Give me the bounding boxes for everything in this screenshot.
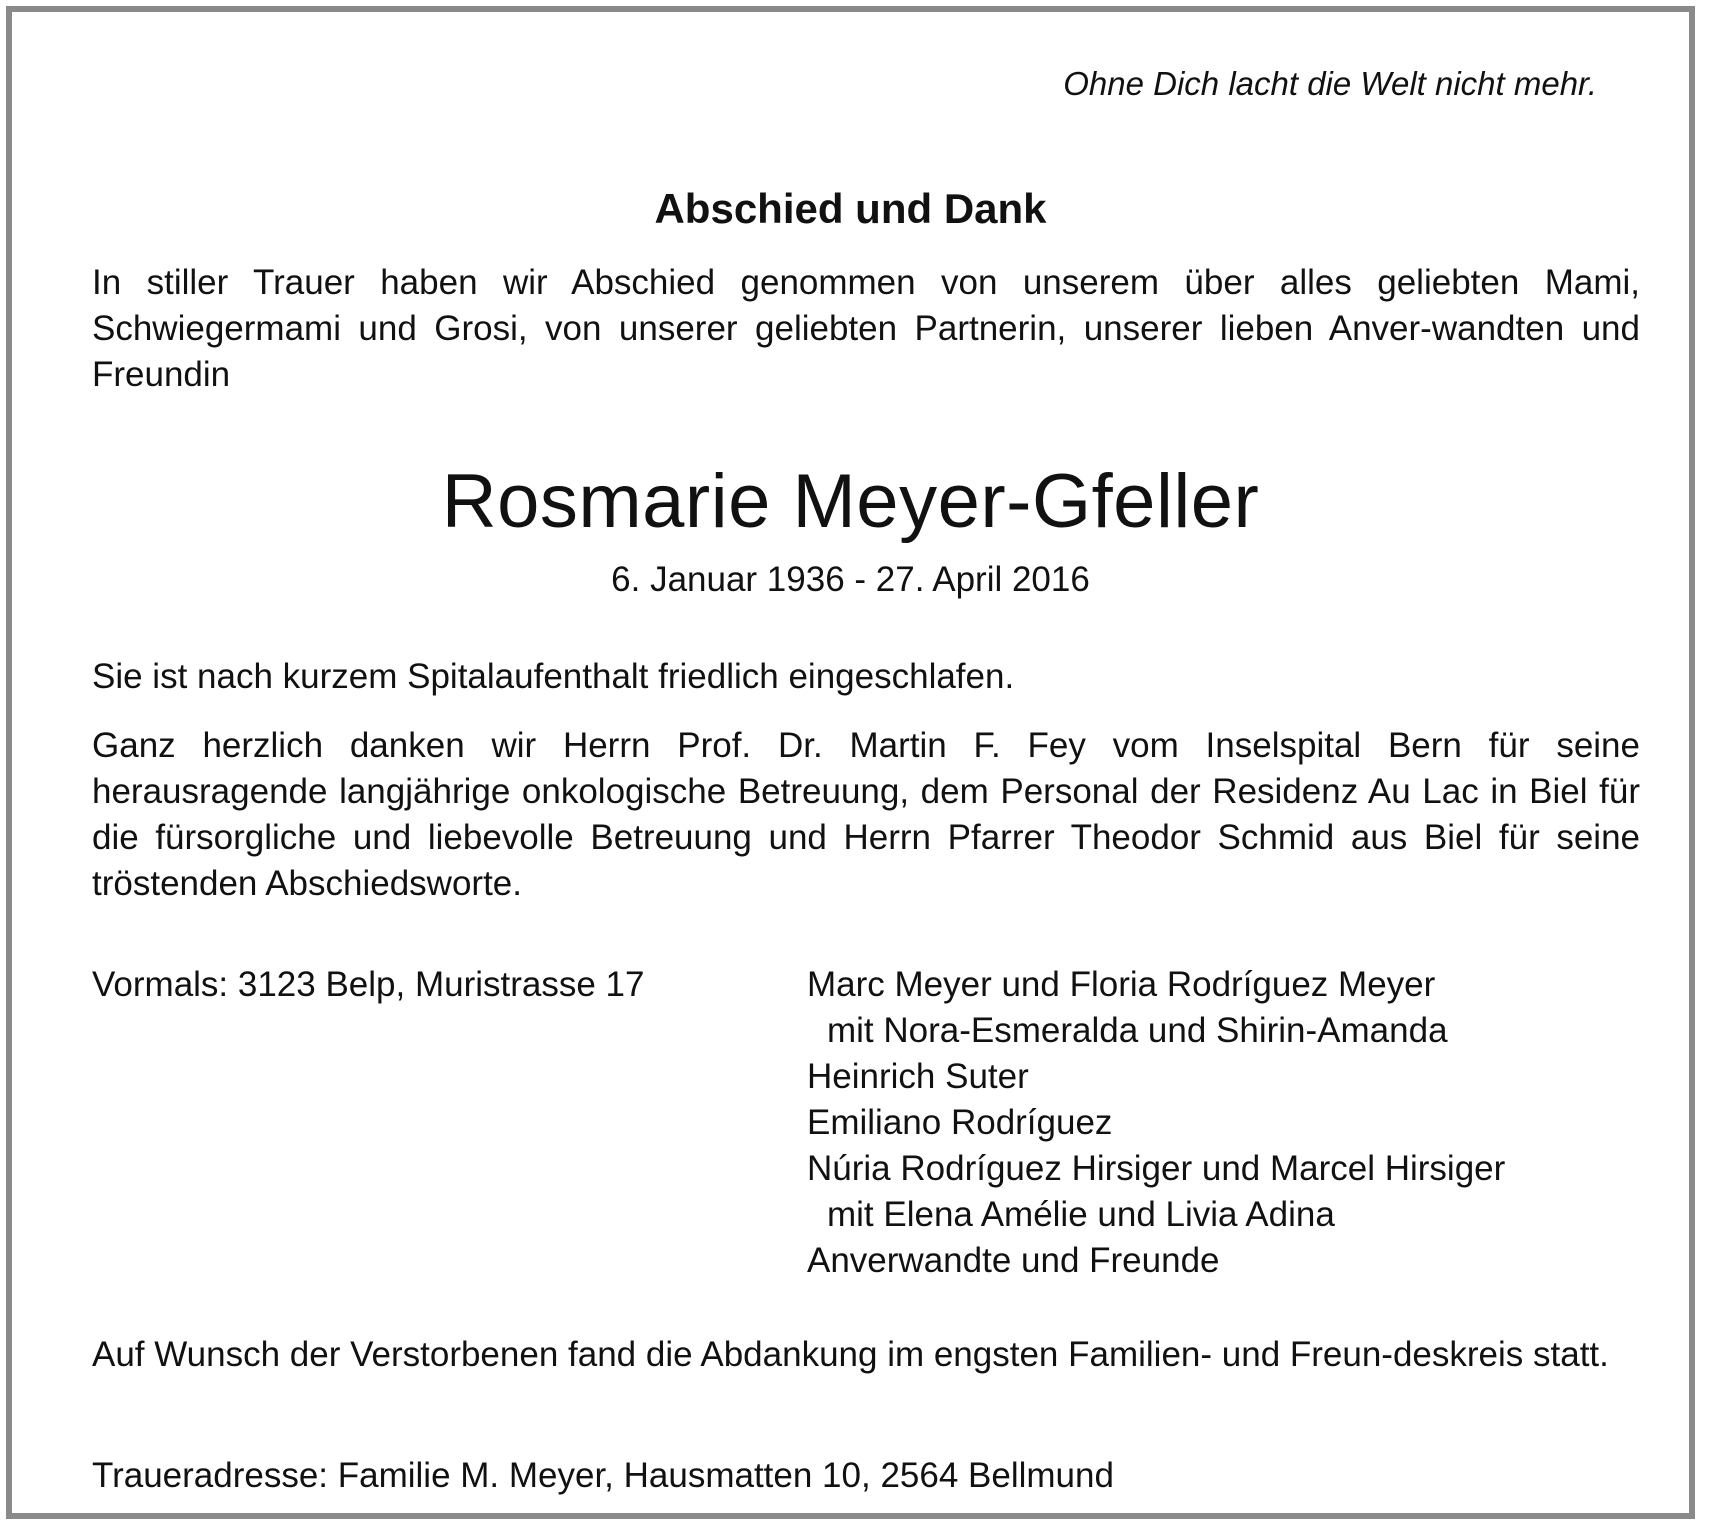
former-address: Vormals: 3123 Belp, Muristrasse 17	[92, 965, 645, 1004]
mourner-line: Heinrich Suter	[807, 1057, 1029, 1096]
funeral-paragraph: Auf Wunsch der Verstorbenen fand die Abdankung im engsten Familien- und Freun-deskreis statt.	[92, 1335, 1609, 1374]
notice-heading: Abschied und Dank	[654, 185, 1047, 232]
thanks-paragraph: Ganz herzlich danken wir Herrn Prof. Dr. Martin F. Fey vom Inselspital Bern für seine herausragende langjährige onkologische Betreuung, dem Personal der Residenz Au Lac in Biel für die fürsorgliche und liebevolle Betreuung und Herrn Pfarrer Theodor Schmid aus Biel für seine tröstenden Abschiedsworte.	[92, 726, 1640, 903]
mourner-line: mit Nora-Esmeralda und Shirin-Amanda	[827, 1011, 1448, 1050]
deceased-name: Rosmarie Meyer-Gfeller	[441, 459, 1260, 544]
motto: Ohne Dich lacht die Welt nicht mehr.	[1063, 65, 1597, 102]
mourner-line: Anverwandte und Freunde	[807, 1241, 1220, 1280]
mourners-list	[807, 962, 1505, 1284]
mourner-line: mit Elena Amélie und Livia Adina	[827, 1195, 1335, 1234]
intro-paragraph: In stiller Trauer haben wir Abschied genommen von unserem über alles geliebten Mami, Schwiegermami und Grosi, von unserer geliebten Partnerin, unserer lieben Anver-wandten und Freundin	[92, 263, 1640, 394]
passing-paragraph: Sie ist nach kurzem Spitalaufenthalt friedlich eingeschlafen.	[92, 657, 1015, 696]
life-dates: 6. Januar 1936 - 27. April 2016	[611, 560, 1090, 599]
mourner-line: Núria Rodríguez Hirsiger und Marcel Hirsiger	[807, 1149, 1506, 1188]
mourning-address: Traueradresse: Familie M. Meyer, Hausmatten 10, 2564 Bellmund	[92, 1456, 1114, 1495]
mourner-line: Marc Meyer und Floria Rodríguez Meyer	[807, 965, 1436, 1004]
obituary-notice	[6, 6, 1695, 1519]
mourner-line: Emiliano Rodríguez	[807, 1103, 1113, 1142]
